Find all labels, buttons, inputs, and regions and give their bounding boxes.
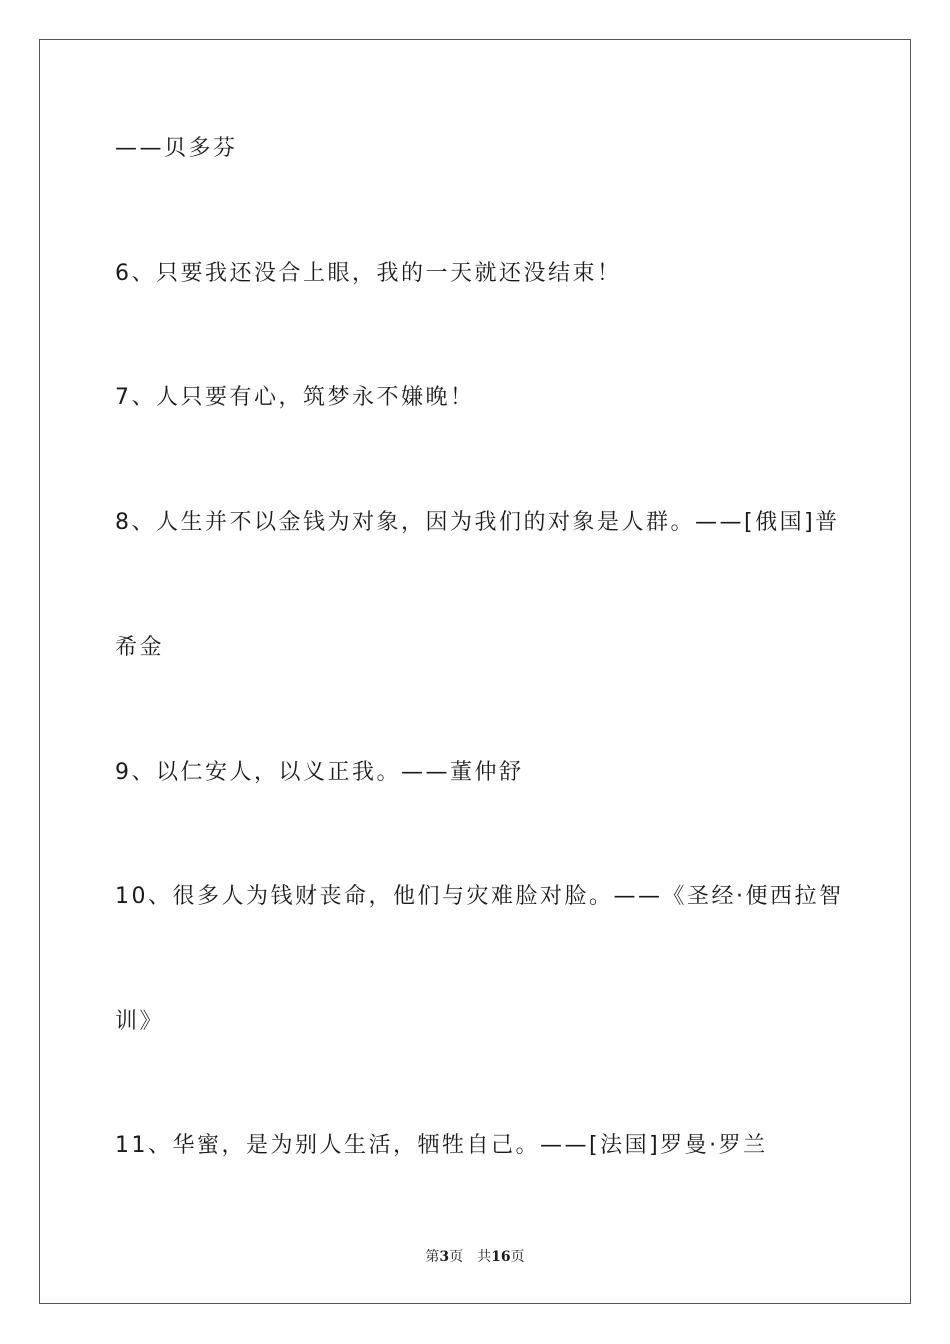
quote-attribution-beethoven: ——贝多芬	[115, 136, 238, 161]
page-prefix: 第	[425, 1249, 440, 1265]
page-footer	[0, 1246, 950, 1266]
quote-8-continuation: 希金	[115, 635, 165, 660]
total-prefix: 共	[477, 1249, 492, 1265]
quote-10-continuation: 训》	[115, 1009, 165, 1034]
quote-7: 7、人只要有心，筑梦永不嫌晚！	[115, 385, 475, 410]
total-pages: 16	[491, 1249, 511, 1265]
quote-9: 9、以仁安人，以义正我。——董仲舒	[115, 760, 524, 785]
page-border	[39, 39, 911, 1304]
quote-8: 8、人生并不以金钱为对象，因为我们的对象是人群。——[俄国]普	[115, 510, 840, 535]
quote-10: 10、很多人为钱财丧命，他们与灾难脸对脸。——《圣经·便西拉智	[115, 884, 844, 909]
page-number: 3	[439, 1249, 450, 1265]
page-suffix: 页	[449, 1249, 464, 1265]
quote-11: 11、华蜜，是为别人生活，牺牲自己。——[法国]罗曼·罗兰	[115, 1133, 768, 1158]
total-suffix: 页	[510, 1249, 525, 1265]
quote-6: 6、只要我还没合上眼，我的一天就还没结束！	[115, 261, 622, 286]
